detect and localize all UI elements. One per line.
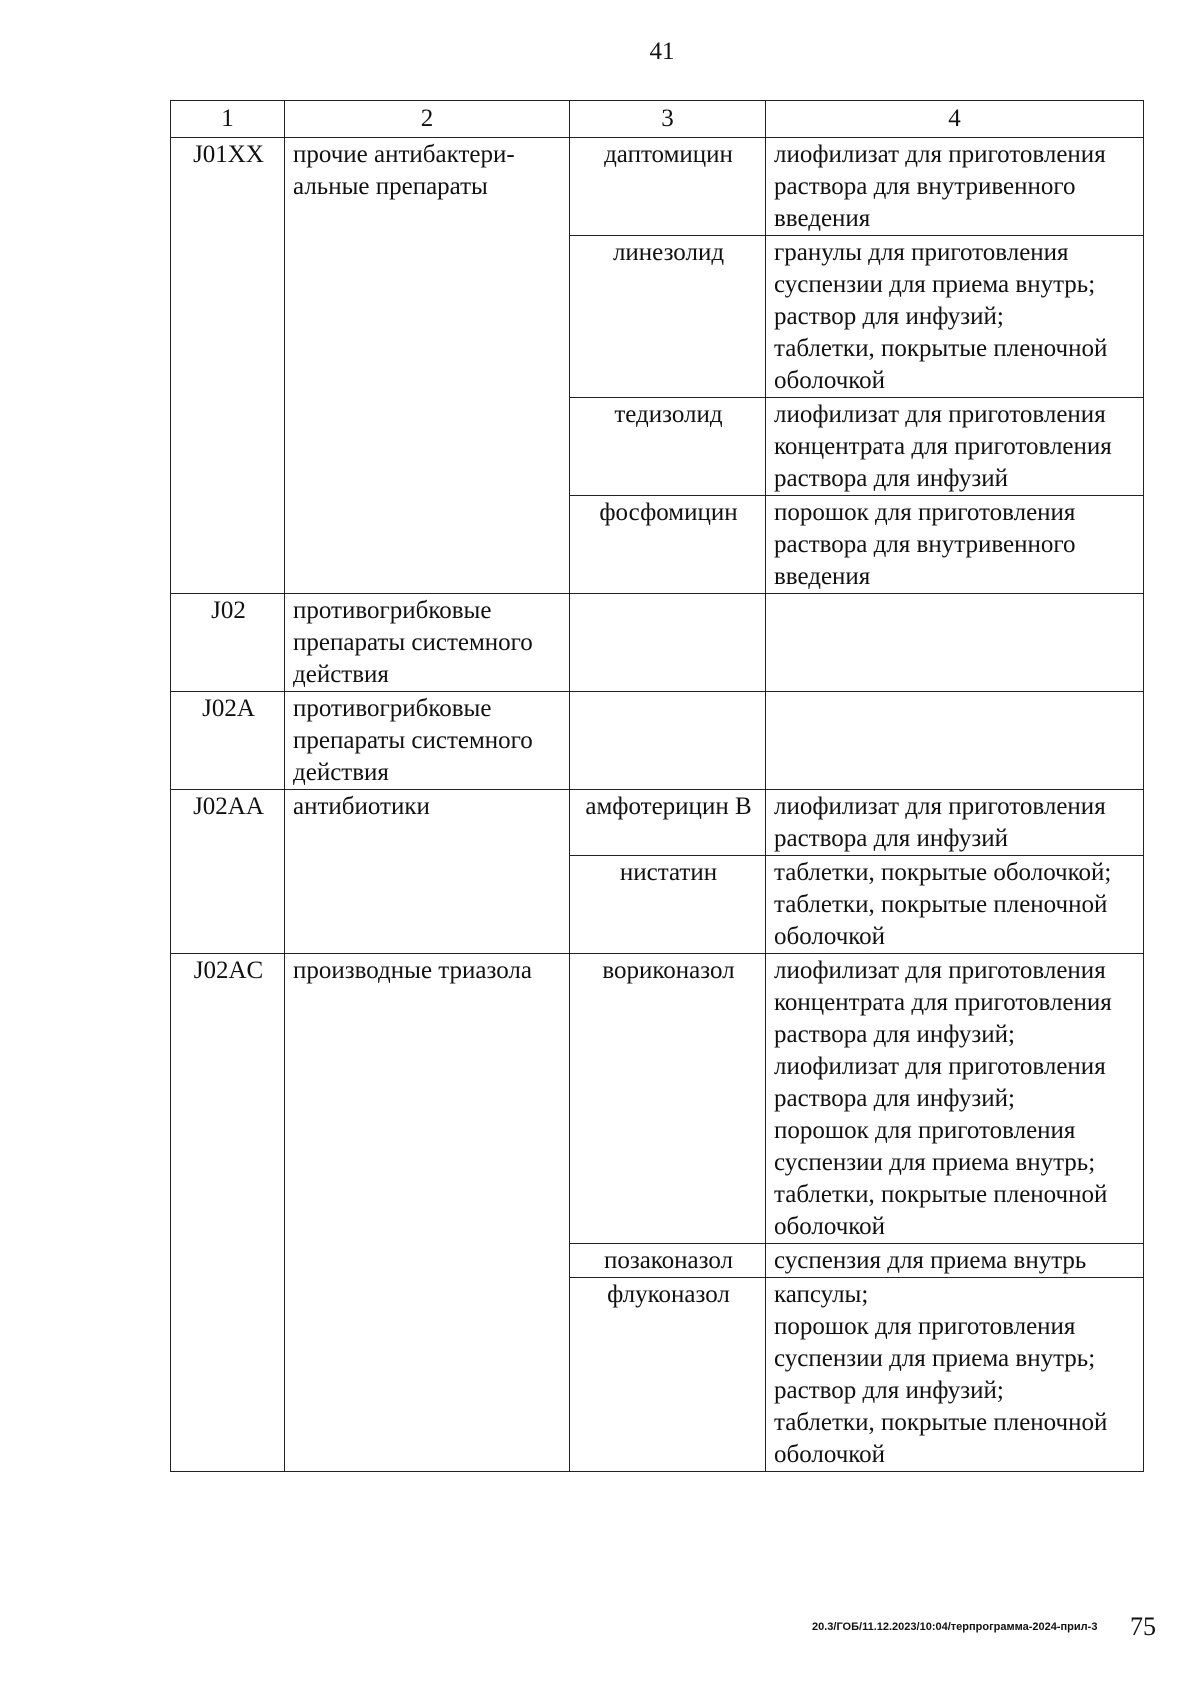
dosage-form: капсулы; порошок для приготовления суспензии для приема внутрь; раствор для инфузий; таблетки, покрытые пленочной оболочкой bbox=[766, 1278, 1144, 1472]
table-header-row bbox=[171, 101, 1144, 138]
column-header-code: 1 bbox=[171, 101, 285, 138]
column-header-drug: 3 bbox=[570, 101, 766, 138]
dosage-form: порошок для приготовления раствора для внутривенного введения bbox=[766, 496, 1144, 594]
dosage-form bbox=[766, 692, 1144, 790]
document-stamp: 20.3/ГОБ/11.12.2023/10:04/терпрограмма-2024-прил-3 bbox=[812, 1621, 1098, 1633]
column-header-form: 4 bbox=[766, 101, 1144, 138]
atc-code: J02 bbox=[171, 594, 285, 692]
dosage-form: таблетки, покрытые оболочкой; таблетки, покрытые пленочной оболочкой bbox=[766, 856, 1144, 954]
column-header-group: 2 bbox=[285, 101, 570, 138]
drug-name: флуконазол bbox=[570, 1278, 766, 1472]
atc-code: J02AC bbox=[171, 954, 285, 1472]
dosage-form bbox=[766, 594, 1144, 692]
dosage-form: лиофилизат для приготовления раствора для внутривенного введения bbox=[766, 138, 1144, 236]
dosage-form: лиофилизат для приготовления концентрата для приготовления раствора для инфузий bbox=[766, 398, 1144, 496]
atc-code: J02AA bbox=[171, 790, 285, 954]
dosage-form: лиофилизат для приготовления концентрата для приготовления раствора для инфузий; лиофилизат для приготовления раствора для инфузий; порошок для приготовления суспензии для приема внутрь; таблетки, покрытые пленочной оболочкой bbox=[766, 954, 1144, 1244]
atc-code: J02A bbox=[171, 692, 285, 790]
atc-group-name: противогрибковые препараты системного действия bbox=[285, 692, 570, 790]
drug-name: даптомицин bbox=[570, 138, 766, 236]
table-row bbox=[171, 790, 1144, 856]
atc-group-name: производные триазола bbox=[285, 954, 570, 1472]
dosage-form: суспензия для приема внутрь bbox=[766, 1244, 1144, 1278]
table-row bbox=[171, 138, 1144, 236]
table-row bbox=[171, 954, 1144, 1244]
atc-group-name: противогрибковые препараты системного действия bbox=[285, 594, 570, 692]
drug-name: линезолид bbox=[570, 236, 766, 398]
table-row bbox=[171, 692, 1144, 790]
dosage-form: гранулы для приготовления суспензии для приема внутрь; раствор для инфузий; таблетки, покрытые пленочной оболочкой bbox=[766, 236, 1144, 398]
drug-name: тедизолид bbox=[570, 398, 766, 496]
drug-name: нистатин bbox=[570, 856, 766, 954]
dosage-form: лиофилизат для приготовления раствора для инфузий bbox=[766, 790, 1144, 856]
atc-group-name: прочие антибактери- альные препараты bbox=[285, 138, 570, 594]
drug-table bbox=[170, 100, 1144, 1472]
drug-name: позаконазол bbox=[570, 1244, 766, 1278]
page-number: 41 bbox=[649, 38, 675, 65]
atc-group-name: антибиотики bbox=[285, 790, 570, 954]
drug-name bbox=[570, 692, 766, 790]
drug-name: вориконазол bbox=[570, 954, 766, 1244]
drug-name: амфотерицин В bbox=[570, 790, 766, 856]
sheet-number: 75 bbox=[1130, 1612, 1156, 1641]
table-row bbox=[171, 594, 1144, 692]
drug-name bbox=[570, 594, 766, 692]
drug-name: фосфомицин bbox=[570, 496, 766, 594]
atc-code: J01XX bbox=[171, 138, 285, 594]
